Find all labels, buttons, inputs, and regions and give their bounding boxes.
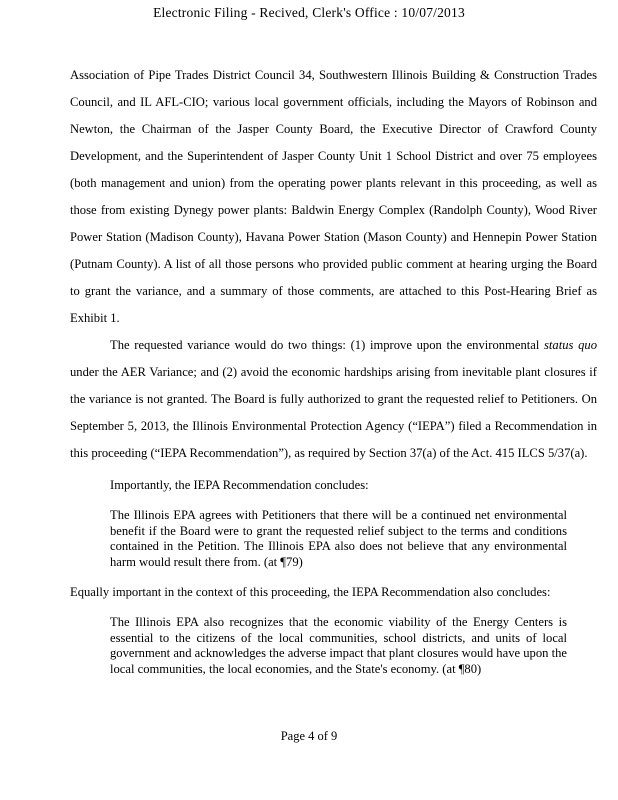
paragraph-equally-important: Equally important in the context of this proceeding, the IEPA Recommendation also concludes: [70,585,551,599]
paragraph-requested-variance [70,332,597,467]
paragraph-requested-variance-post: under the AER Variance; and (2) avoid the economic hardships arising from inevitable plant closures if the variance is not granted. The Board is fully authorized to grant the requested relief to Petitioners. On September 5, 2013, the Illinois Environmental Protection Agency (“IEPA”) filed a Recommendation in this proceeding (“IEPA Recommendation”), as required by Section 37(a) of the Act. 415 ILCS 5/37(a). [70,365,597,460]
electronic-filing-header: Electronic Filing - Recived, Clerk's Office : 10/07/2013 [153,5,465,20]
paragraph-requested-variance-pre: The requested variance would do two things: (1) improve upon the environmental [110,338,545,352]
blockquote-iepa-paragraph-79: The Illinois EPA agrees with Petitioners that there will be a continued net environmental benefit if the Board were to grant the requested relief subject to the terms and conditions contained in the Petition. The Illinois EPA also does not believe that any environmental harm would result there from. (at ¶79) [110,508,567,569]
page-number: Page 4 of 9 [280,729,338,743]
paragraph-importantly: Importantly, the IEPA Recommendation concludes: [110,478,369,492]
status-quo-italic-phrase: status quo [544,338,598,352]
blockquote-iepa-paragraph-80: The Illinois EPA also recognizes that the economic viability of the Energy Centers is essential to the citizens of the local communities, school districts, and units of local government and acknowledges the adverse impact that plant closures would have upon the local communities, the local economies, and the State's economy. (at ¶80) [110,615,567,676]
paragraph-continuation: Association of Pipe Trades District Council 34, Southwestern Illinois Building & Construction Trades Council, and IL AFL-CIO; various local government officials, including the Mayors of Robinson and Newton, the Chairman of the Jasper County Board, the Executive Director of Crawford County Development, and the Superintendent of Jasper County Unit 1 School District and over 75 employees (both management and union) from the operating power plants relevant in this proceeding, as well as those from existing Dynegy power plants: Baldwin Energy Complex (Randolph County), Wood River Power Station (Madison County), Havana Power Station (Mason County) and Hennepin Power Station (Putnam County). A list of all those persons who provided public comment at hearing urging the Board to grant the variance, and a summary of those comments, are attached to this Post-Hearing Brief as Exhibit 1. [70,68,597,325]
document-body [70,62,597,686]
